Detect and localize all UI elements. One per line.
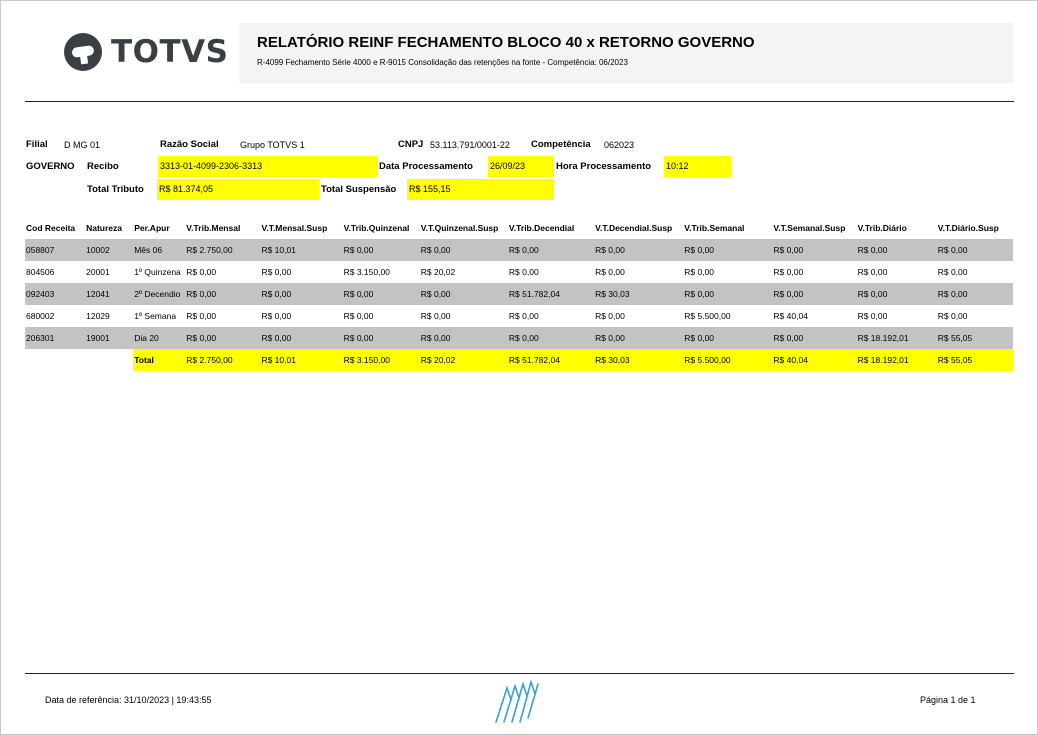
table-cell: R$ 0,00 xyxy=(595,267,625,277)
column-header: V.T.Semanal.Susp xyxy=(773,223,846,233)
table-cell: R$ 0,00 xyxy=(420,283,508,305)
competencia-label: Competência xyxy=(531,139,591,150)
table-cell: R$ 0,00 xyxy=(508,311,539,321)
table-cell: 680002 xyxy=(26,311,55,321)
total-cell: R$ 5.500,00 xyxy=(683,349,772,371)
table-cell: R$ 0,00 xyxy=(857,311,888,321)
table-cell: R$ 0,00 xyxy=(508,239,594,261)
filial-value: D MG 01 xyxy=(64,140,101,150)
table-cell: 092403 xyxy=(25,283,85,305)
total-cell: R$ 10,01 xyxy=(260,349,342,371)
table-cell: R$ 0,00 xyxy=(508,327,594,349)
table-cell: 804506 xyxy=(26,267,55,277)
filial-label: Filial xyxy=(26,139,48,150)
table-cell: R$ 0,00 xyxy=(185,327,260,349)
table-cell: R$ 0,00 xyxy=(508,267,539,277)
competencia-value: 062023 xyxy=(604,140,635,150)
column-header: Per.Apur xyxy=(134,223,170,233)
table-cell: R$ 0,00 xyxy=(594,239,683,261)
recibo-label: Recibo xyxy=(87,161,119,172)
table-cell: R$ 0,00 xyxy=(260,283,342,305)
table-cell: R$ 20,02 xyxy=(420,267,456,277)
totvs-logo-icon xyxy=(63,32,103,72)
column-header: V.T.Quinzenal.Susp xyxy=(420,223,499,233)
table-cell: 12029 xyxy=(86,311,110,321)
table-cell: R$ 40,04 xyxy=(773,311,808,321)
total-cell: R$ 40,04 xyxy=(772,349,856,371)
table-cell: R$ 0,00 xyxy=(343,311,374,321)
table-cell: R$ 0,00 xyxy=(420,327,508,349)
footer-divider xyxy=(25,673,1014,674)
column-header: V.Trib.Mensal xyxy=(186,223,241,233)
table-cell: 10002 xyxy=(85,239,133,261)
table-cell: R$ 0,00 xyxy=(773,267,804,277)
table-header-row xyxy=(25,217,1013,239)
table-row xyxy=(25,239,1013,261)
table-cell: 19001 xyxy=(85,327,133,349)
table-cell: 20001 xyxy=(86,267,110,277)
table-cell: R$ 0,00 xyxy=(595,311,625,321)
table-cell: R$ 0,00 xyxy=(937,267,968,277)
table-cell: 1º Semana xyxy=(134,311,177,321)
data-processamento-label: Data Processamento xyxy=(379,161,473,172)
column-header: V.T.Mensal.Susp xyxy=(261,223,328,233)
logo-text: TOTVS xyxy=(111,34,229,70)
footer-brand-mark-icon xyxy=(493,678,543,724)
table-cell: R$ 0,00 xyxy=(186,311,217,321)
header-divider xyxy=(25,101,1014,102)
report-subtitle: R-4099 Fechamento Série 4000 e R-9015 Consolidação das retenções na fonte - Competência: 06/2023 xyxy=(257,58,628,67)
razao-social-value: Grupo TOTVS 1 xyxy=(240,140,305,150)
column-header: V.T.Decendial.Susp xyxy=(595,223,673,233)
table-cell: R$ 0,00 xyxy=(420,239,508,261)
table-cell: Mês 06 xyxy=(133,239,185,261)
table-cell: R$ 0,00 xyxy=(261,267,292,277)
table-cell: R$ 51.782,04 xyxy=(508,283,594,305)
table-cell: R$ 3.150,00 xyxy=(343,267,390,277)
table-cell: R$ 0,00 xyxy=(420,311,451,321)
column-header: V.Trib.Semanal xyxy=(684,223,745,233)
total-cell: R$ 3.150,00 xyxy=(343,349,420,371)
hora-processamento-label: Hora Processamento xyxy=(556,161,652,172)
table-cell: 2º Decendio xyxy=(133,283,185,305)
table-cell: R$ 0,00 xyxy=(857,239,937,261)
total-cell: R$ 55,05 xyxy=(937,349,1013,371)
table-cell: R$ 0,00 xyxy=(772,239,856,261)
cnpj-value: 53.113.791/0001-22 xyxy=(430,140,510,150)
table-cell: R$ 0,00 xyxy=(683,283,772,305)
total-cell: R$ 30,03 xyxy=(594,349,683,371)
table-cell: 206301 xyxy=(25,327,85,349)
hora-processamento-value: 10:12 xyxy=(664,156,731,177)
table-cell: R$ 2.750,00 xyxy=(185,239,260,261)
table-row xyxy=(25,305,1013,327)
table-cell: R$ 18.192,01 xyxy=(857,327,937,349)
table-cell: R$ 0,00 xyxy=(772,283,856,305)
table-cell: 1º Quinzena xyxy=(134,267,181,277)
total-cell: R$ 18.192,01 xyxy=(857,349,937,371)
table-cell: R$ 0,00 xyxy=(185,283,260,305)
table-row xyxy=(25,283,1013,305)
table-cell: R$ 10,01 xyxy=(260,239,342,261)
table-cell: R$ 0,00 xyxy=(772,327,856,349)
table-cell: R$ 5.500,00 xyxy=(684,311,731,321)
table-total-row xyxy=(25,349,1013,371)
table-cell: R$ 0,00 xyxy=(683,327,772,349)
column-header: V.Trib.Decendial xyxy=(508,223,575,233)
table-cell: R$ 0,00 xyxy=(937,311,968,321)
data-processamento-value: 26/09/23 xyxy=(488,156,554,177)
razao-social-label: Razão Social xyxy=(160,139,219,150)
table-cell: R$ 0,00 xyxy=(343,239,420,261)
table-cell: R$ 0,00 xyxy=(937,239,1013,261)
table-cell: R$ 0,00 xyxy=(857,283,937,305)
table-cell: R$ 0,00 xyxy=(683,239,772,261)
report-title: RELATÓRIO REINF FECHAMENTO BLOCO 40 x RETORNO GOVERNO xyxy=(257,34,755,51)
table-cell: R$ 0,00 xyxy=(594,327,683,349)
table-cell: R$ 0,00 xyxy=(684,267,715,277)
table-cell: R$ 0,00 xyxy=(261,311,292,321)
retencoes-table xyxy=(25,217,1013,371)
table-row xyxy=(25,327,1013,349)
table-cell: 058807 xyxy=(25,239,85,261)
total-cell: R$ 20,02 xyxy=(420,349,508,371)
table-cell: R$ 55,05 xyxy=(937,327,1013,349)
recibo-value: 3313-01-4099-2306-3313 xyxy=(158,156,378,177)
column-header: V.T.Diário.Susp xyxy=(937,223,999,233)
table-cell: 12041 xyxy=(85,283,133,305)
data-referencia: Data de referência: 31/10/2023 | 19:43:55 xyxy=(45,695,212,705)
table-cell: R$ 30,03 xyxy=(594,283,683,305)
column-header: V.Trib.Quinzenal xyxy=(343,223,410,233)
column-header: Cod Receita xyxy=(26,223,76,233)
table-row xyxy=(25,261,1013,283)
total-label: Total xyxy=(133,349,185,371)
total-blank-cell xyxy=(25,349,133,371)
report-header xyxy=(239,23,1014,83)
governo-label: GOVERNO xyxy=(26,161,75,172)
table-cell: R$ 0,00 xyxy=(186,267,217,277)
table-cell: R$ 0,00 xyxy=(343,327,420,349)
total-suspensao-value: R$ 155,15 xyxy=(407,179,554,200)
table-cell: Dia 20 xyxy=(133,327,185,349)
column-header: V.Trib.Diário xyxy=(857,223,907,233)
page-number: Página 1 de 1 xyxy=(920,695,976,705)
table-cell: R$ 0,00 xyxy=(260,327,342,349)
table-cell: R$ 0,00 xyxy=(937,283,1013,305)
total-cell: R$ 2.750,00 xyxy=(185,349,260,371)
total-tributo-label: Total Tributo xyxy=(87,184,144,195)
total-suspensao-label: Total Suspensão xyxy=(321,184,397,195)
column-header: Natureza xyxy=(86,223,123,233)
totvs-logo xyxy=(63,32,228,72)
table-cell: R$ 0,00 xyxy=(857,267,888,277)
table-cell: R$ 0,00 xyxy=(343,283,420,305)
total-tributo-value: R$ 81.374,05 xyxy=(157,179,319,200)
cnpj-label: CNPJ xyxy=(398,139,424,150)
total-cell: R$ 51.782,04 xyxy=(508,349,594,371)
